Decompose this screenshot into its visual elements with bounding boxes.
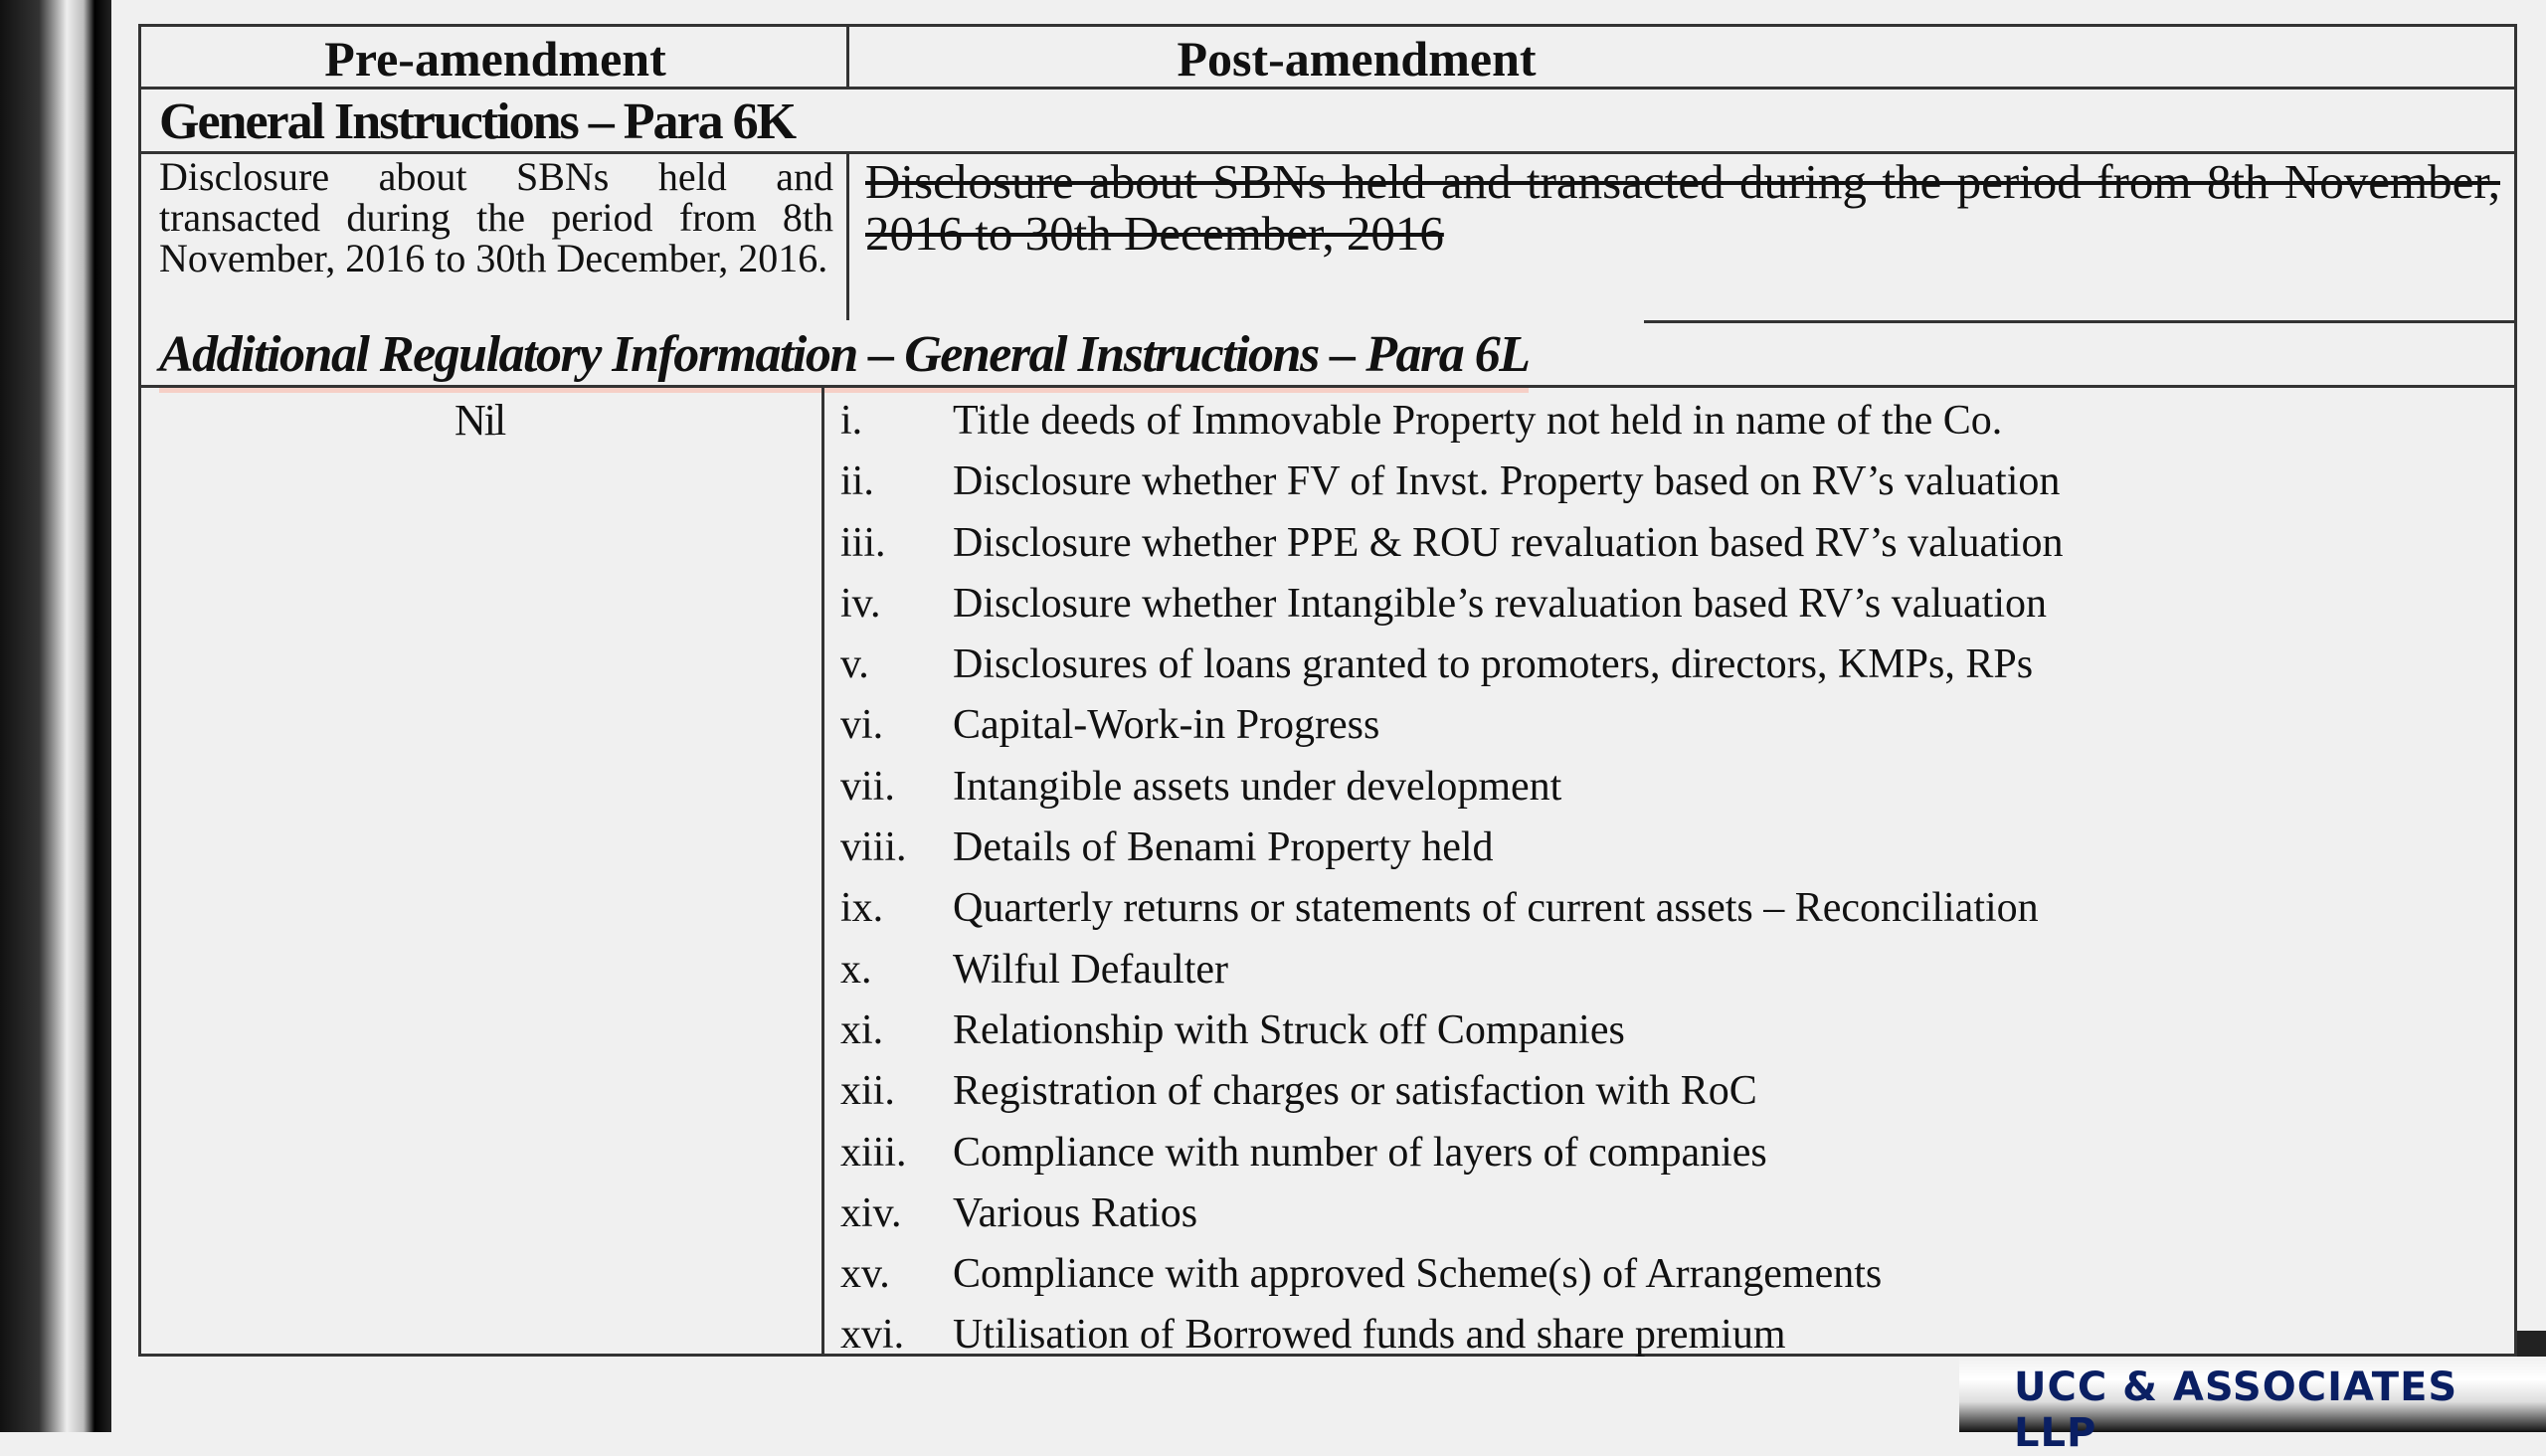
list-item-number: v. (840, 641, 869, 688)
section-title-6k: General Instructions – Para 6K (159, 93, 796, 150)
list-item-number: iv. (840, 580, 881, 627)
list-item-text: Disclosures of loans granted to promoters, directors, KMPs, RPs (953, 641, 2034, 688)
comparison-table (138, 24, 2517, 1357)
post-6l-list (840, 391, 2063, 1366)
column-divider (846, 27, 849, 87)
list-item-number: xiv. (840, 1189, 902, 1236)
list-item (840, 1305, 2063, 1365)
list-item-number: xiii. (840, 1129, 907, 1176)
list-item (840, 1183, 2063, 1244)
header-pre-amendment: Pre-amendment (324, 31, 666, 87)
list-item (840, 757, 2063, 818)
list-item (840, 513, 2063, 574)
list-item (840, 1244, 2063, 1305)
list-item-number: xii. (840, 1068, 895, 1115)
list-item (840, 391, 2063, 452)
section-title-6l: Additional Regulatory Information – General Instructions – Para 6L (159, 325, 1529, 393)
list-item-number: xi. (840, 1006, 884, 1053)
list-item-number: vii. (840, 763, 895, 810)
list-item-number: i. (840, 398, 863, 444)
slide-left-border (0, 0, 111, 1432)
list-item (840, 1001, 2063, 1061)
company-logo: UCC & ASSOCIATES LLP (2014, 1365, 2458, 1456)
list-item-text: Disclosure whether PPE & ROU revaluation based RV’s valuation (953, 519, 2064, 566)
row-divider (1644, 320, 2514, 323)
list-item (840, 878, 2063, 939)
list-item (840, 635, 2063, 695)
list-item-number: viii. (840, 824, 907, 871)
list-item (840, 452, 2063, 512)
list-item-text: Registration of charges or satisfaction with RoC (953, 1068, 1757, 1115)
column-divider (821, 385, 824, 1354)
list-item-text: Various Ratios (953, 1189, 1198, 1236)
list-item-text: Relationship with Struck off Companies (953, 1006, 1625, 1053)
list-item-number: x. (840, 946, 872, 993)
row-divider (141, 87, 2514, 90)
list-item-text: Disclosure whether Intangible’s revaluation based RV’s valuation (953, 580, 2048, 627)
list-item-text: Capital-Work-in Progress (953, 702, 1380, 749)
pre-6l-nil: Nil (455, 396, 505, 445)
post-6k-struck-text: Disclosure about SBNs held and transacted during the period from 8th November, 2016 to 30th December, 2016 (865, 154, 2500, 261)
list-item-number: ii. (840, 458, 874, 505)
header-post-amendment: Post-amendment (1177, 31, 1537, 87)
list-item-text: Compliance with approved Scheme(s) of Arrangements (953, 1251, 1883, 1298)
list-item (840, 574, 2063, 635)
list-item-text: Intangible assets under development (953, 763, 1562, 810)
list-item-text: Wilful Defaulter (953, 946, 1229, 993)
pre-6k-text: Disclosure about SBNs held and transacted during the period from 8th November, 2016 to 30th December, 2016. (159, 154, 833, 280)
list-item (840, 1123, 2063, 1183)
list-item (840, 695, 2063, 756)
list-item-number: xv. (840, 1251, 890, 1298)
column-divider (846, 151, 849, 320)
list-item-text: Quarterly returns or statements of current assets – Reconciliation (953, 885, 2039, 932)
list-item-text: Details of Benami Property held (953, 824, 1494, 871)
row-divider (141, 385, 2514, 388)
list-item-text: Compliance with number of layers of companies (953, 1129, 1767, 1176)
list-item-text: Title deeds of Immovable Property not held in name of the Co. (953, 398, 2003, 444)
list-item-number: ix. (840, 885, 884, 932)
list-item-number: xvi. (840, 1312, 905, 1359)
list-item (840, 1061, 2063, 1122)
list-item-number: vi. (840, 702, 884, 749)
list-item-text: Utilisation of Borrowed funds and share premium (953, 1312, 1786, 1359)
list-item (840, 940, 2063, 1001)
list-item-number: iii. (840, 519, 886, 566)
list-item (840, 818, 2063, 878)
list-item-text: Disclosure whether FV of Invst. Property based on RV’s valuation (953, 458, 2061, 505)
